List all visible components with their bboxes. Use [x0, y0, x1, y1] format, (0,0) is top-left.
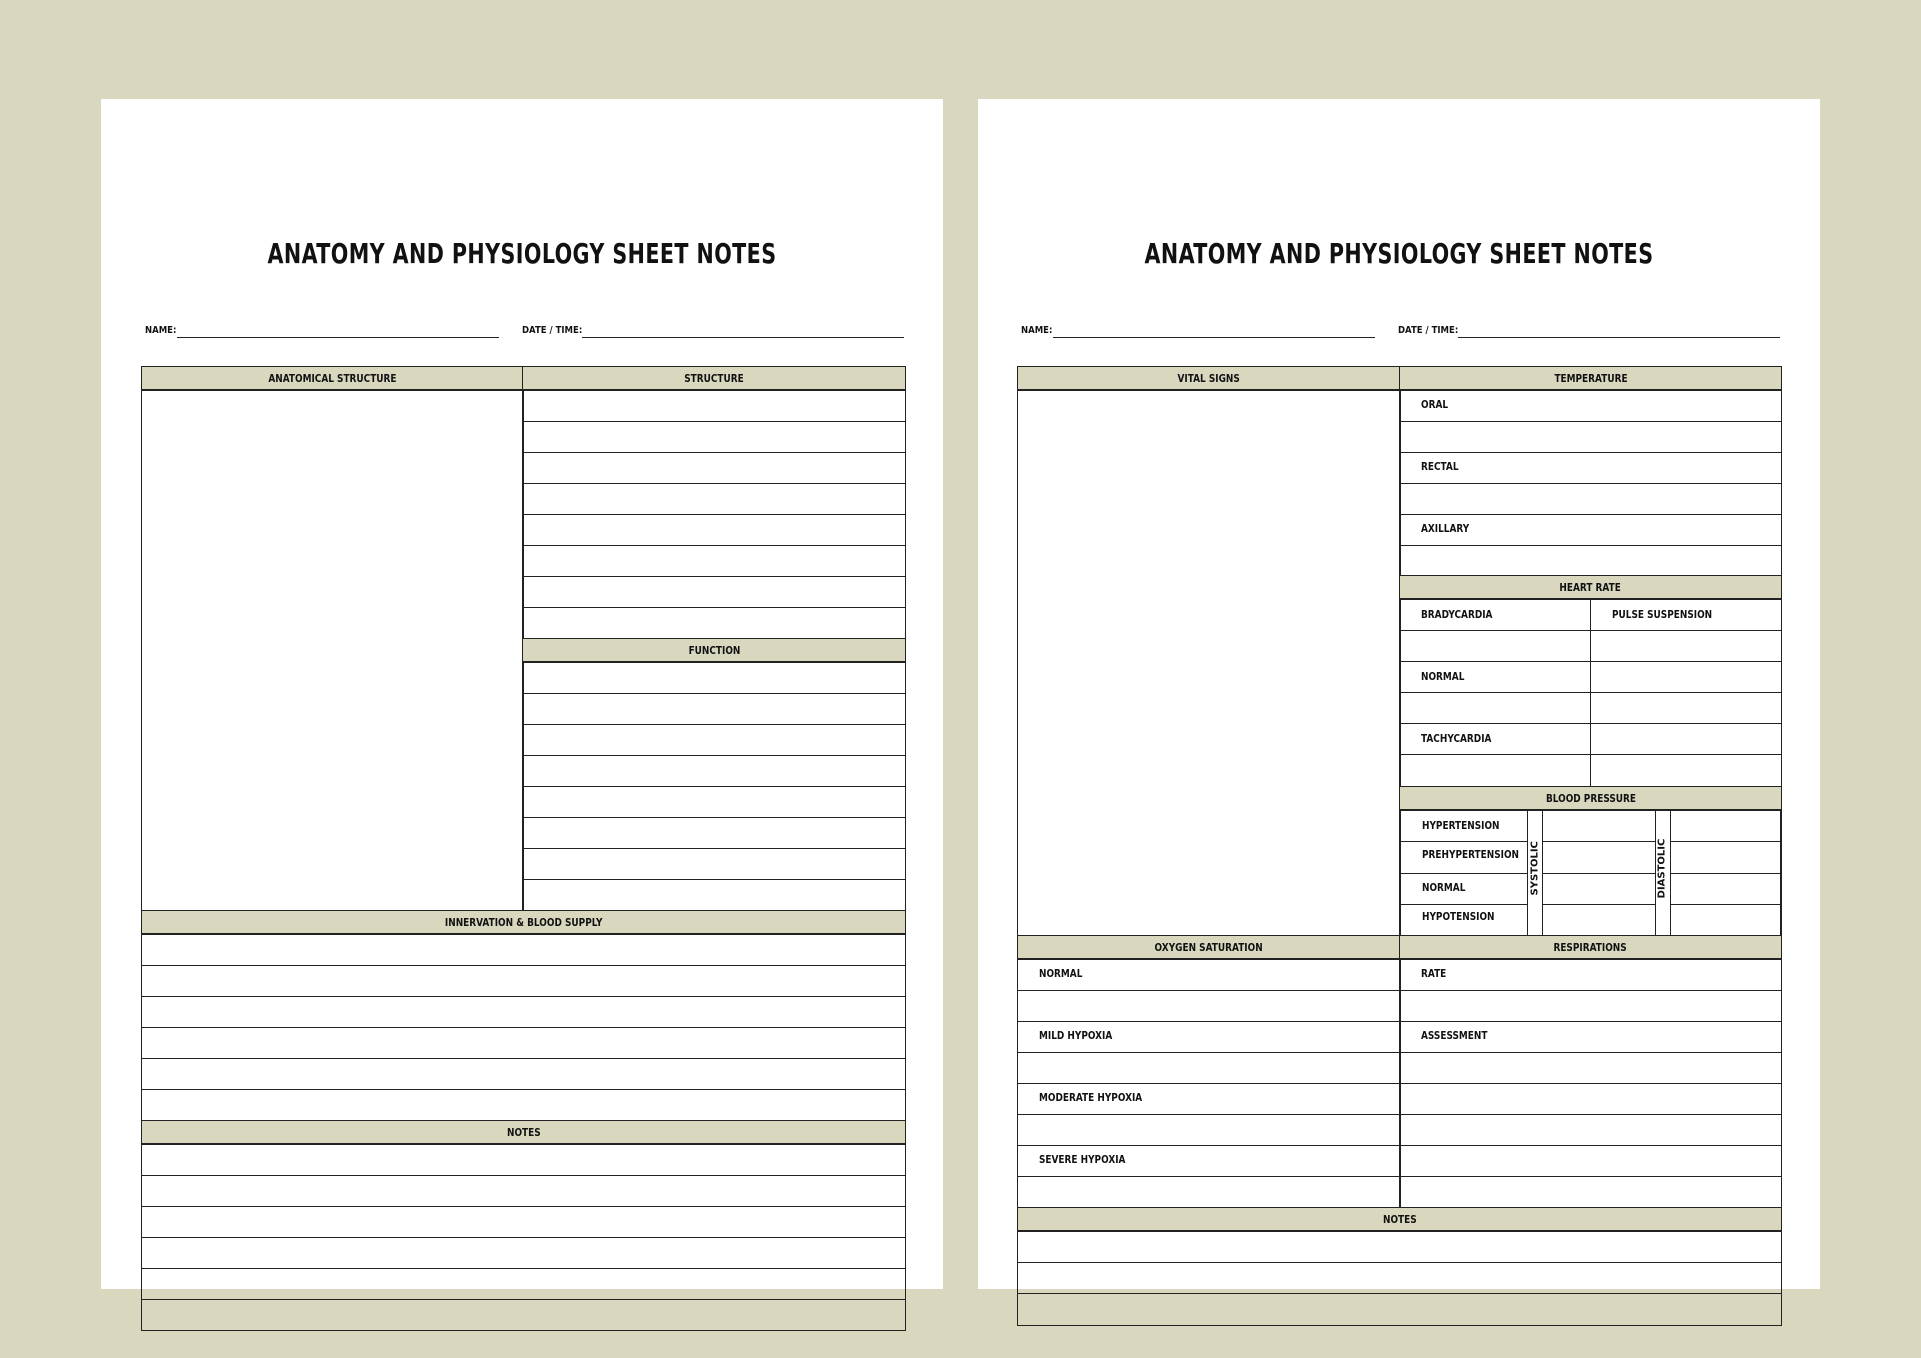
- bp-row-prehypertension: PREHYPERTENSION: [1422, 849, 1520, 861]
- temperature-table[interactable]: [1399, 389, 1782, 577]
- bp-row-hypertension: HYPERTENSION: [1422, 820, 1500, 832]
- blood-pressure-header: [1399, 786, 1782, 811]
- date-time-label: DATE / TIME:: [1398, 325, 1459, 336]
- vital-signs-area[interactable]: [1017, 389, 1401, 937]
- notes-lines[interactable]: [1017, 1230, 1782, 1326]
- notes-header: [141, 1120, 906, 1145]
- name-label: NAME:: [1021, 325, 1053, 336]
- diastolic-label: DIASTOLIC: [1656, 838, 1668, 899]
- o2-row-normal: NORMAL: [1039, 968, 1083, 980]
- notes-header-label: NOTES: [1382, 1213, 1417, 1226]
- o2-row-mild-hypoxia: MILD HYPOXIA: [1039, 1030, 1113, 1042]
- temp-row-axillary: AXILLARY: [1421, 523, 1470, 535]
- page-title: ANATOMY AND PHYSIOLOGY SHEET NOTES: [1144, 237, 1654, 270]
- innervation-header-label: INNERVATION & BLOOD SUPPLY: [444, 916, 603, 929]
- sheet-page-vitals: [978, 99, 1820, 1289]
- oxygen-saturation-header-label: OXYGEN SATURATION: [1154, 941, 1264, 954]
- notes-header-label: NOTES: [506, 1126, 541, 1139]
- innervation-header: [141, 910, 906, 935]
- date-time-field[interactable]: [582, 337, 904, 338]
- function-lines[interactable]: [522, 661, 906, 912]
- structure-header-label: STRUCTURE: [684, 372, 744, 385]
- hr-row-tachycardia: TACHYCARDIA: [1421, 733, 1492, 745]
- respirations-header-label: RESPIRATIONS: [1553, 941, 1628, 954]
- o2-row-severe-hypoxia: SEVERE HYPOXIA: [1039, 1154, 1126, 1166]
- name-field[interactable]: [1053, 337, 1375, 338]
- innervation-lines[interactable]: [141, 933, 906, 1121]
- blood-pressure-header-label: BLOOD PRESSURE: [1545, 792, 1636, 805]
- date-time-field[interactable]: [1458, 337, 1780, 338]
- structure-header: [522, 366, 906, 391]
- respirations-table[interactable]: [1399, 958, 1782, 1209]
- name-field[interactable]: [177, 337, 499, 338]
- heart-rate-table[interactable]: [1399, 598, 1782, 788]
- systolic-label: SYSTOLIC: [1529, 841, 1541, 896]
- anatomical-structure-header-label: ANATOMICAL STRUCTURE: [268, 372, 397, 385]
- oxygen-saturation-header: [1017, 935, 1401, 960]
- hr-row-bradycardia: BRADYCARDIA: [1421, 609, 1493, 621]
- blood-pressure-table[interactable]: [1399, 809, 1782, 937]
- page-title: ANATOMY AND PHYSIOLOGY SHEET NOTES: [267, 237, 777, 270]
- heart-rate-header-label: HEART RATE: [1559, 581, 1622, 594]
- o2-row-moderate-hypoxia: MODERATE HYPOXIA: [1039, 1092, 1143, 1104]
- temperature-header: [1399, 366, 1782, 391]
- sheet-page-anatomy: [101, 99, 943, 1289]
- notes-header: [1017, 1207, 1782, 1232]
- temp-row-rectal: RECTAL: [1421, 461, 1459, 473]
- name-label: NAME:: [145, 325, 177, 336]
- temp-row-oral: ORAL: [1421, 399, 1449, 411]
- temperature-header-label: TEMPERATURE: [1553, 372, 1628, 385]
- vital-signs-header: [1017, 366, 1401, 391]
- bp-row-normal: NORMAL: [1422, 882, 1466, 894]
- function-header: [522, 638, 906, 663]
- anatomical-structure-header: [141, 366, 524, 391]
- oxygen-saturation-table[interactable]: [1017, 958, 1401, 1209]
- date-time-label: DATE / TIME:: [522, 325, 583, 336]
- structure-lines[interactable]: [522, 389, 906, 640]
- function-header-label: FUNCTION: [688, 644, 740, 657]
- heart-rate-header: [1399, 575, 1782, 600]
- vital-signs-header-label: VITAL SIGNS: [1177, 372, 1241, 385]
- resp-row-rate: RATE: [1421, 968, 1447, 980]
- anatomical-structure-area[interactable]: [141, 389, 524, 912]
- hr-row-normal: NORMAL: [1421, 671, 1465, 683]
- respirations-header: [1399, 935, 1782, 960]
- resp-row-assessment: ASSESSMENT: [1421, 1030, 1488, 1042]
- pulse-suspension-label: PULSE SUSPENSION: [1612, 609, 1713, 621]
- notes-lines[interactable]: [141, 1143, 906, 1331]
- bp-row-hypotension: HYPOTENSION: [1422, 911, 1495, 923]
